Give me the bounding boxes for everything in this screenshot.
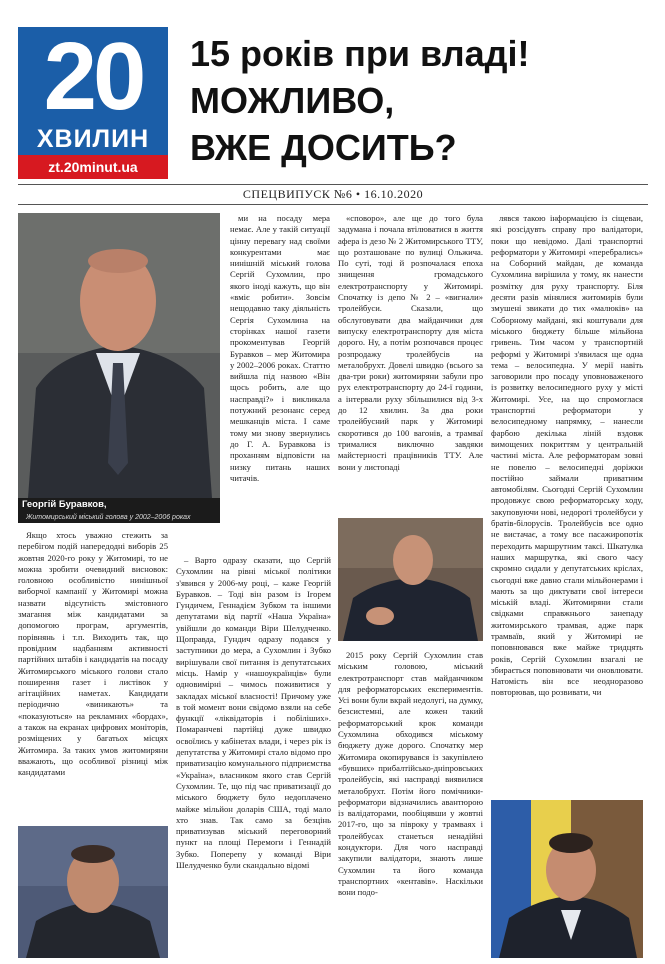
- article-paragraph: «споворо», але ще до того була задумана і почала втілюватися в життя афера із дезо № 2 Житомирського ТТУ, що розташоване по вулиці Ольжича. По суті, тоді й розпочалася епоха знищення громадського електротранспорту у Житомирі. Спочатку із депо № 2 – «вигнали» тролейбуси. Сказали, що обслуговувати два майданчики для випуску електротранспорту для міста дорого. Ну, а потім розпочався процес розпродажу тролейбусів на металобрухт. Довелі швидко (всього за два-три роки) житомиряни забули про рух електротранспорту до 24-ї години, а інтервали руху збільшилися від 3-х до 12 хвилин. За два роки тролейбусний парк у Житомирі скоротився до 100 вагонів, а трамваї трималися виключно завдяки майстерності працівників ТТУ. Але вони у листопаді: [338, 213, 483, 472]
- article-paragraph: Якщо хтось уважно стежить за перебігом подій напередодні виборів 25 жовтня 2020-го року у Житомирі, то не можна зробити очевидний висновок: головною особливістю нинішньої виборчої кампанії у Житомирі можна назвати відсутність змістовного змагання між кандидатами за допомогою програм, аргументів, порівнянь і т.п. Виходить так, що провідним надбанням активності партійних штабів і кандидатів на посаду Житомирського міського голови стало поширення газет і листівок у агітаційних наметах. Кандидати періодично «виникають» та «показуються» на рекламних «бордах», а також на екранах цифрових моніторів, розміщених у багатьох місцях Житомира. За таких умов житомиряни вважають, що особливої різниці між кандидатами: [18, 530, 168, 778]
- main-portrait-photo: [18, 213, 220, 498]
- main-photo-caption-name: Георгій Буравков,: [18, 498, 220, 512]
- top-rule: [18, 184, 648, 185]
- column-3-upper: [338, 213, 483, 513]
- column-2-upper: [230, 213, 330, 550]
- article-paragraph: лявся такою інформацією із сіщеваи, які розсідувть справу про валідатори, поки що невідомо. Далі транспортні реформатори у Житомирі «перебрались» на Соборний майдан, де команда Сухомлина вирішила у тому, як нанести розмітку для руху транспорту. Біля десяти разів мінялися житомирів були змушені звикати до тих «малюків» на Соборному майдані, які коштували для міського бюджету більше мільйона гривень. Тим часом у транспортній реформі у Житомирі з'явилася ще одна тема – велосипедна. У мерії навіть заговорили про посаду уповноваженого із розвитку велосипедного руху у місті Житомирі. Усе, на що спромоглася транспортні реформатори у велосипедному напрямку, – нанесли фарбою декілька ліній вздовж вимощених покриттям у центральній частині міста. Але реформаторам зовні не повелю – велосипедні доріжки постійно займали приватним автомобілям. Сьогодні Сергій Сухомлин продовжує свою реформаторську ходу, закуповуючи нові, недорогі тролейбуси у братів-білорусів. Тролейбусів все одно не вистачає, а тому все пасажиропотік переходить маршрутним таксі. Шкатулка наших маршрутка, які свого часу скромно сидали у депутатських кріслах, сьогодні вже давно стали мільйонерами і мають за що диктувати свої інтереси міській владі. Житомиряни стали свідками справжнього занепаду житомирського трамвая, адже парк трамваїв, який у Житомирі не поповнювався вже майже тридцять років, Сергій Сухомлин взагалі не збирається поповнювати чи оновлювати. Натомість він все неодноразово повторював, що розвивати, чи: [491, 213, 643, 698]
- article-paragraph: ми на посаду мера немає. Але у такій ситуації цінну перевагу над своїми конкурентами має нинішній міський голова Сергій Сухомлин, про якого іноді кажуть, що він «вміє робити». Зовсім нещодавно таку діяльність Сергія Сухомлина на сторінках нашої газети прокоментував Георгій Буравков – мер Житомира у 2002–2006 роках. Статтю вийшла під назвою «Він щось робить, але що насправді?» і викликала потужний резонанс серед мешканців міста. І саме тому ми знову звернулись до Г. А. Буравкова із проханням відповісти на низку питань наших читачів.: [230, 213, 330, 483]
- column-4: [491, 213, 643, 793]
- article-paragraph: – Варто одразу сказати, що Сергій Сухомлин на рівні міської політики з'явився у 2006-му році, – каже Георгій Буравков. – Тоді він разом із Ігорем Гундичем, Геннадієм Зубком та іншими депутатами від партії «Наша Україна» увійшли до команди Віри Шелудченко. Щоправда, Гундич одразу подався у заступники до мера, а Сухомлин і Зубко вирішували свої питання із депутатських місць. Намір у «нашоукраїнців» були одновимірні – чимось поживитися у закладах міської власності! Причому уже в той момент вони свідомо взяли на себе функції «ліквідаторів і побіліших». Помаранчеві партійці дуже швидко освоїлись у кабінетах влади, і через рік із депутатства у Житомирі стало відомо про приватизацію комунального підприємства «Україна», власником якого став Сергій Сухомлин. Те, що під час приватизації до міського бюджету було недоплачено майже мільйон доларів США, тоді мало хто знав. Так само за безцінь приватизував міський переговорний пункт на площі Перемоги і Геннадій Зубко. Поперепу у команді Віри Шелудченко були скандально відомі: [176, 555, 331, 871]
- article-paragraph: 2015 року Сергій Сухомлин став міським головою, міський електротранспорт став майданчиком для реформаторських експериментів. Усі вони були вкрай недолугі, на думку, безсистемні, але кожен такий реформаторський крок команди Сухомлина обходився міському бюджету дуже дорого. Спочатку мер Житомира окопирувався із закупівлею «бувших» прибалтійсько-дніпровських тролейбусів, які насправді виявилися металобрухт. Потім його помічники-реформатори відзначились авантюрою із валідаторами, пообіцявши у жовтні 2017-го, що за півроку у трамваях і тролейбусах станеться ненадійні кондуктори. Для чого насправді закупили валідатори, знають лише Сухомлин та його команда транспортних «кентавів». Наскільки вони подо-: [338, 650, 483, 898]
- column-2-lower: [176, 555, 331, 958]
- issue-rule: [18, 204, 648, 205]
- logo-word: ХВИЛИН: [36, 125, 150, 153]
- bottom-right-photo: [491, 800, 643, 958]
- issue-line: СПЕЦВИПУСК №6 • 16.10.2020: [242, 187, 424, 201]
- middle-photo: [338, 518, 483, 641]
- main-photo-caption-role: Житомирський міський голова у 2002–2006 роках: [18, 512, 220, 523]
- headline-line-2: МОЖЛИВО,: [190, 80, 395, 121]
- bottom-left-photo: [18, 826, 168, 958]
- logo-url[interactable]: zt.20minut.ua: [18, 155, 168, 179]
- column-1-lower: [18, 530, 168, 820]
- masthead-logo: [18, 23, 168, 179]
- logo-number: 20: [43, 23, 143, 130]
- page-headline: [190, 30, 650, 171]
- column-3-lower: [338, 650, 483, 958]
- headline-line-3: ВЖЕ ДОСИТЬ?: [190, 127, 457, 168]
- headline-line-1: 15 років при владі!: [190, 33, 530, 74]
